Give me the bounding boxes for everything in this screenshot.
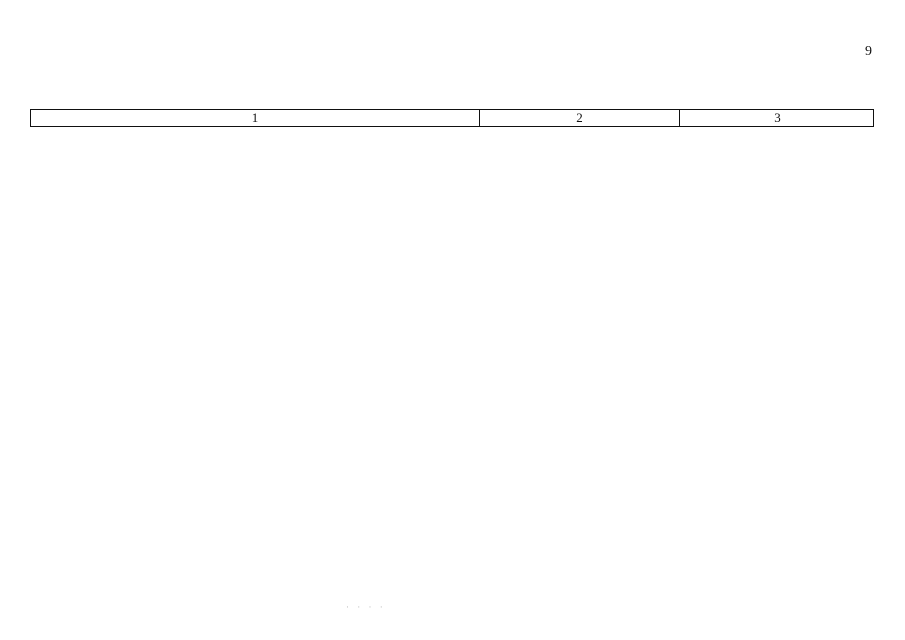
column-header-2: 2 [480,110,680,126]
column-header-1: 1 [31,110,480,126]
column-header-3: 3 [774,110,781,125]
scan-artifact: · · · · [346,602,386,612]
table-header-row [30,109,874,127]
page-number: 9 [865,44,872,59]
budget-sources-table [30,109,874,165]
